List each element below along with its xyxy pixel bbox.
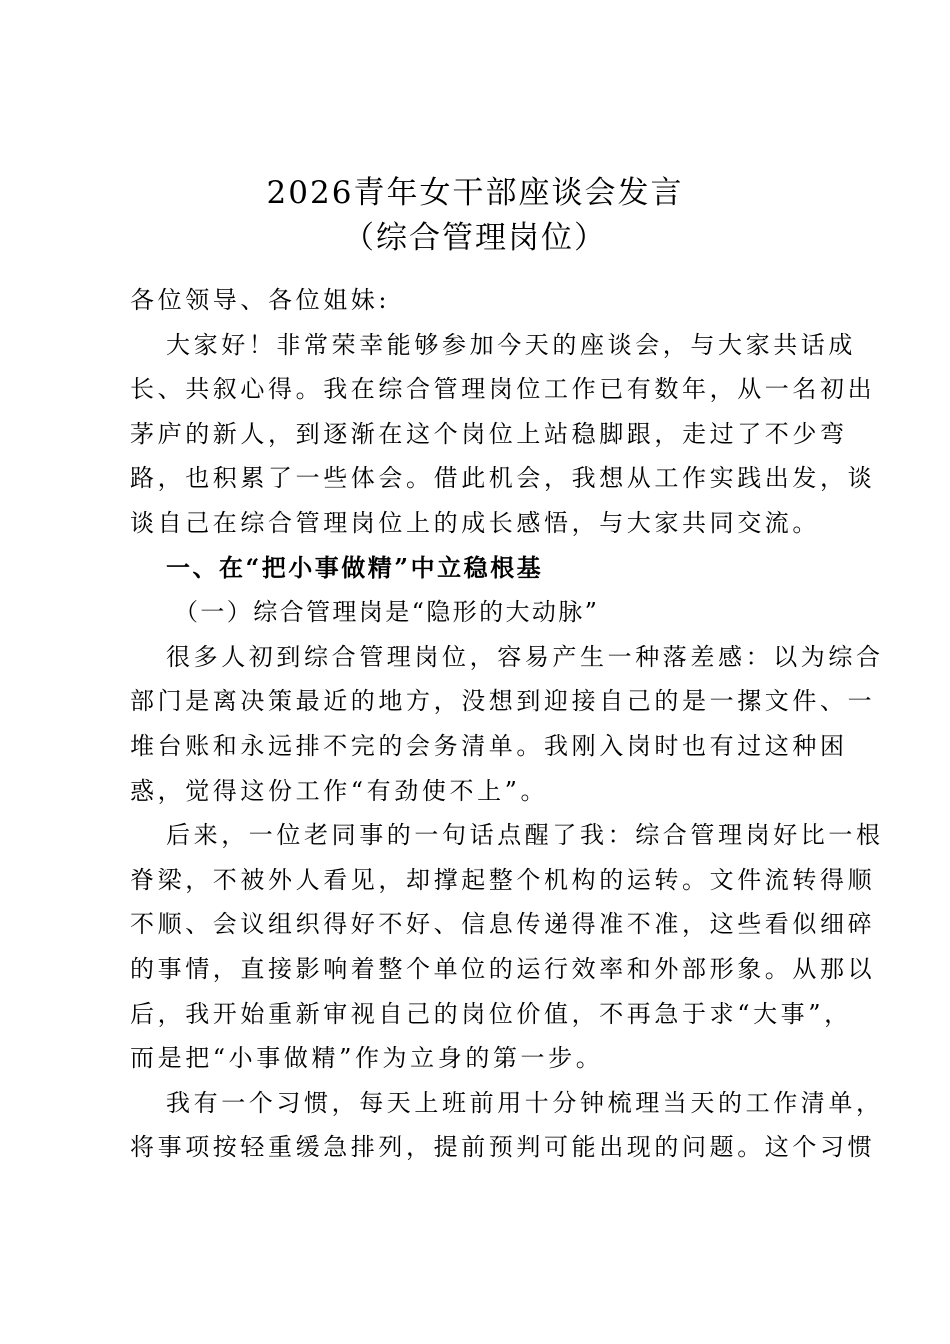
- paragraph-line: 惑，觉得这份工作“有劲使不上”。: [130, 776, 549, 805]
- paragraph-line: 堆台账和永远排不完的会务清单。我刚入岗时也有过这种困: [130, 731, 848, 760]
- paragraph-line: 茅庐的新人，到逐渐在这个岗位上站稳脚跟，走过了不少弯: [130, 419, 848, 448]
- paragraph-line: 后，我开始重新审视自己的岗位价值，不再急于求“大事”，: [130, 999, 852, 1028]
- paragraph-line: 将事项按轻重缓急排列，提前预判可能出现的问题。这个习惯: [130, 1133, 876, 1162]
- document-body: [130, 278, 884, 1170]
- salutation: 各位领导、各位姐妹:: [130, 286, 391, 314]
- paragraph-line: 部门是离决策最近的地方，没想到迎接自己的是一摞文件、一: [130, 687, 876, 716]
- paragraph-line: 谈自己在综合管理岗位上的成长感悟，与大家共同交流。: [130, 508, 820, 537]
- paragraph-line: 路，也积累了一些体会。借此机会，我想从工作实践出发，谈: [130, 464, 876, 493]
- paragraph-line: 很多人初到综合管理岗位，容易产生一种落差感：以为综合: [166, 642, 884, 671]
- document-subtitle: （综合管理岗位）: [343, 220, 607, 256]
- paragraph-line: 不顺、会议组织得好不好、信息传递得准不准，这些看似细碎: [130, 910, 876, 939]
- paragraph-line: 的事情，直接影响着整个单位的运行效率和外部形象。从那以: [130, 954, 876, 983]
- paragraph-line: 后来，一位老同事的一句话点醒了我：综合管理岗好比一根: [166, 821, 884, 850]
- subsection-heading: （一）综合管理岗是“隐形的大动脉”: [174, 598, 600, 627]
- section-heading: 一、在“把小事做精”中立稳根基: [166, 552, 544, 582]
- paragraph-line: 而是把“小事做精”作为立身的第一步。: [130, 1044, 604, 1073]
- document-title: 2026青年女干部座谈会发言: [266, 175, 684, 211]
- paragraph-line: 大家好！非常荣幸能够参加今天的座谈会，与大家共话成: [166, 330, 856, 359]
- paragraph-line: 长、共叙心得。我在综合管理岗位工作已有数年，从一名初出: [130, 375, 876, 404]
- paragraph-line: 脊梁，不被外人看见，却撑起整个机构的运转。文件流转得顺: [130, 865, 876, 894]
- paragraph-line: 我有一个习惯，每天上班前用十分钟梳理当天的工作清单，: [166, 1088, 884, 1117]
